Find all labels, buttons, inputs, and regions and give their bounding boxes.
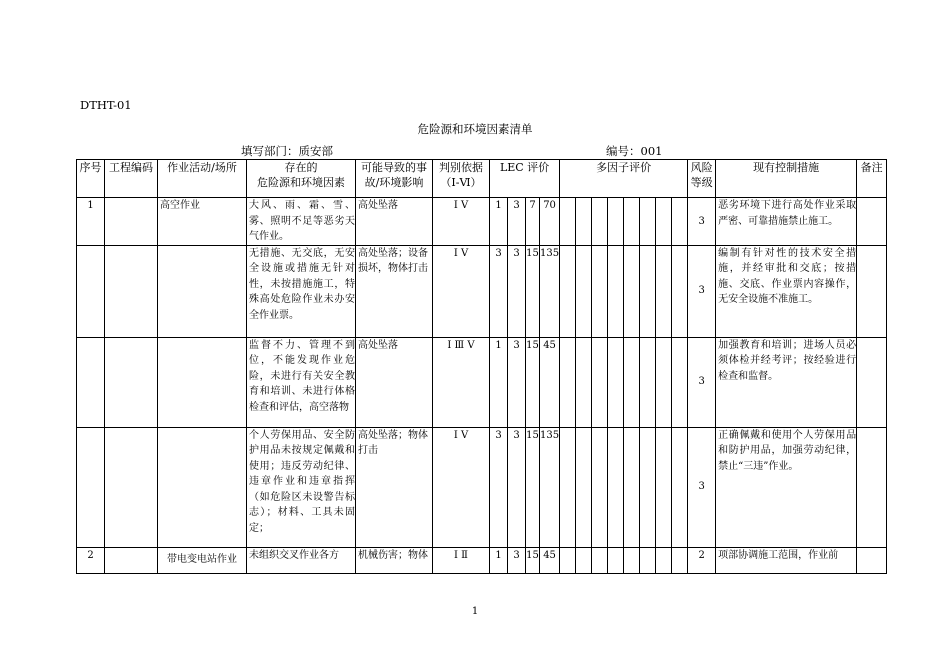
table-row [77,547,887,573]
row-multi-cell [576,337,592,427]
row-multi-cell [608,337,624,427]
row-risk-level: 3 [688,198,716,246]
row-control: 加强教育和培训；进场人员必须体检并经考评；按经验进行检查和监督。 [716,337,857,427]
header-accident-line2: 故/环境影响 [364,176,424,189]
row-hazard: 个人劳保用品、安全防护用品未按规定佩戴和使用；违反劳动纪律、违章作业和违章指挥（如危险区未设警告标志）；材料、工具未固定； [247,427,356,547]
row-basis: Ⅰ Ⅴ [433,198,490,246]
row-seq [77,245,105,337]
row-remark [857,198,887,246]
row-multi-cell [576,245,592,337]
row-lec-d: 45 [540,337,560,427]
row-multi-cell [576,198,592,246]
document-code: DTHT-01 [80,98,132,112]
row-multi-cell [576,427,592,547]
header-control: 现有控制措施 [716,160,857,198]
row-multi-cell [640,547,656,573]
header-accident [356,160,433,198]
row-lec-e: 3 [508,245,526,337]
row-multi-cell [640,198,656,246]
row-activity [158,427,247,547]
row-multi-cell [560,245,576,337]
row-risk-level: 3 [688,427,716,547]
document-title: 危险源和环境因素清单 [417,122,533,136]
row-multi-cell [656,198,672,246]
row-lec-d: 45 [540,547,560,573]
row-multi-cell [672,198,688,246]
row-multi-cell [672,245,688,337]
row-project-code [105,547,158,573]
header-basis-line2: （Ⅰ-Ⅵ） [440,176,482,189]
department-field: 填写部门：质安部 [241,144,333,158]
row-control: 正确佩戴和使用个人劳保用品和防护用品，加强劳动纪律，禁止“三违”作业。 [716,427,857,547]
row-multi-cell [592,245,608,337]
row-multi-cell [640,427,656,547]
row-lec-d: 70 [540,198,560,246]
row-multi-cell [624,198,640,246]
row-multi-cell [672,547,688,573]
row-activity: 带电变电站作业 [158,547,247,573]
row-accident: 机械伤害；物体 [356,547,433,573]
header-risk-level [688,160,716,198]
row-multi-cell [624,427,640,547]
table-row [77,337,887,427]
row-remark [857,245,887,337]
row-activity [158,245,247,337]
row-multi-cell [592,337,608,427]
row-hazard: 大风、雨、霜、雪、雾、照明不足等恶劣天气作业。 [247,198,356,246]
row-multi-cell [576,547,592,573]
row-multi-cell [608,245,624,337]
row-seq: 1 [77,198,105,246]
row-multi-cell [608,427,624,547]
row-multi-cell [656,427,672,547]
header-remark: 备注 [857,160,887,198]
table-row [77,427,887,547]
row-multi-cell [624,245,640,337]
row-lec-c: 15 [526,245,540,337]
row-basis: Ⅰ Ⅱ [433,547,490,573]
row-basis: Ⅰ Ⅲ Ⅴ [433,337,490,427]
row-remark [857,547,887,573]
row-lec-c: 15 [526,547,540,573]
row-risk-level: 2 [688,547,716,573]
row-multi-cell [656,337,672,427]
row-accident: 高处坠落 [356,198,433,246]
header-lec: LEC 评价 [490,160,560,198]
header-basis [433,160,490,198]
header-hazard-line2: 危险源和环境因素 [257,176,345,189]
row-seq [77,427,105,547]
header-hazard [247,160,356,198]
row-activity [158,337,247,427]
row-multi-cell [624,337,640,427]
row-accident: 高处坠落 [356,337,433,427]
row-basis: Ⅰ Ⅴ [433,245,490,337]
row-control: 项部协调施工范围，作业前 [716,547,857,573]
row-lec-c: 15 [526,337,540,427]
row-project-code [105,245,158,337]
row-activity: 高空作业 [158,198,247,246]
header-hazard-line1: 存在的 [284,161,318,174]
row-lec-d: 135 [540,427,560,547]
header-activity: 作业活动/场所 [158,160,247,198]
row-lec-e: 3 [508,198,526,246]
row-risk-level: 3 [688,245,716,337]
row-remark [857,427,887,547]
serial-number-field: 编号：001 [606,144,663,158]
row-lec-l: 1 [490,547,508,573]
row-lec-l: 1 [490,198,508,246]
row-accident: 高处坠落；物体打击 [356,427,433,547]
row-lec-c: 15 [526,427,540,547]
row-hazard: 无措施、无交底，无安全设施或措施无针对性，未按措施施工，特殊高处危险作业未办安全作业票。 [247,245,356,337]
row-multi-cell [592,547,608,573]
row-multi-cell [560,198,576,246]
row-multi-cell [656,245,672,337]
row-lec-d: 135 [540,245,560,337]
row-risk-level: 3 [688,337,716,427]
row-lec-l: 3 [490,245,508,337]
row-multi-cell [592,427,608,547]
row-seq: 2 [77,547,105,573]
row-multi-cell [592,198,608,246]
row-control: 编制有针对性的技术安全措施，并经审批和交底；按措施、交底、作业票内容操作，无安全设施不准施工。 [716,245,857,337]
row-hazard: 监督不力、管理不到位，不能发现作业危险，未进行有关安全教育和培训、未进行体格检查和评估，高空落物 [247,337,356,427]
hazard-table [76,159,887,574]
header-risk-line1: 风险 [690,161,713,174]
row-lec-e: 3 [508,547,526,573]
header-seq: 序号 [77,160,105,198]
row-multi-cell [624,547,640,573]
table-row [77,198,887,246]
row-lec-l: 1 [490,337,508,427]
row-multi-cell [608,198,624,246]
header-risk-line2: 等级 [690,176,713,189]
row-lec-c: 7 [526,198,540,246]
row-seq [77,337,105,427]
page-number: 1 [471,606,479,617]
table-row [77,245,887,337]
row-lec-e: 3 [508,337,526,427]
header-project-code: 工程编码 [105,160,158,198]
row-multi-cell [656,547,672,573]
header-basis-line1: 判别依据 [439,161,483,174]
header-accident-line1: 可能导致的事 [361,161,427,174]
row-project-code [105,337,158,427]
row-multi-cell [672,427,688,547]
row-multi-cell [560,427,576,547]
row-multi-cell [640,245,656,337]
row-accident: 高处坠落；设备损坏，物体打击 [356,245,433,337]
row-multi-cell [608,547,624,573]
row-multi-cell [672,337,688,427]
row-remark [857,337,887,427]
row-lec-e: 3 [508,427,526,547]
row-hazard: 未组织交叉作业各方 [247,547,356,573]
row-multi-cell [560,547,576,573]
table-header-row [77,160,887,198]
row-basis: Ⅰ Ⅴ [433,427,490,547]
row-multi-cell [640,337,656,427]
row-project-code [105,427,158,547]
row-control: 恶劣环境下进行高处作业采取严密、可靠措施禁止施工。 [716,198,857,246]
row-multi-cell [560,337,576,427]
row-lec-l: 3 [490,427,508,547]
row-project-code [105,198,158,246]
header-multi-factor: 多因子评价 [560,160,688,198]
